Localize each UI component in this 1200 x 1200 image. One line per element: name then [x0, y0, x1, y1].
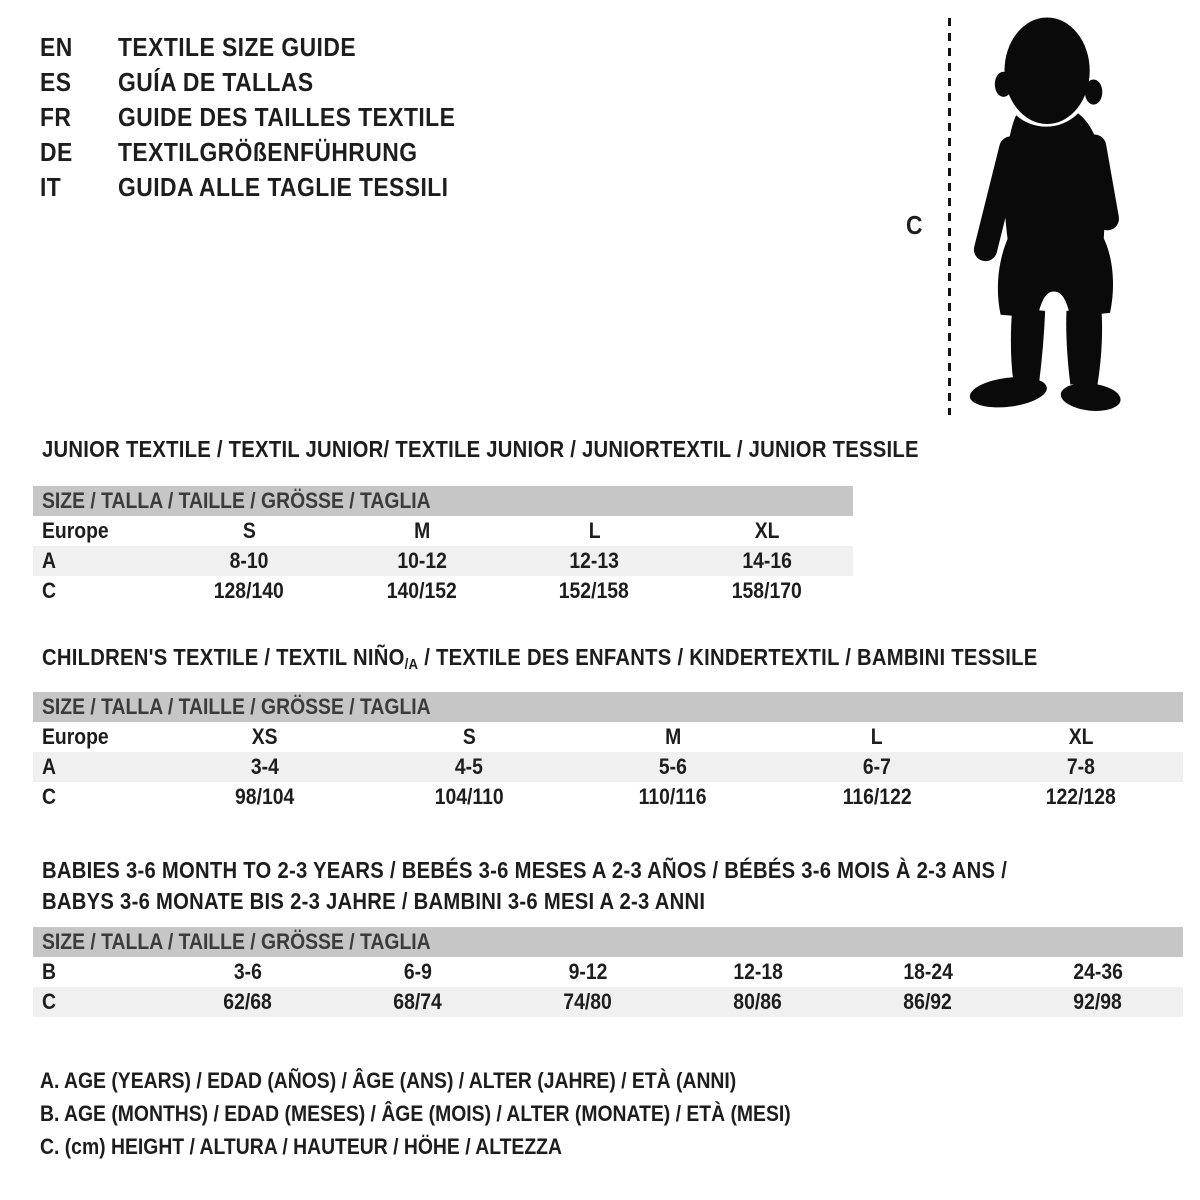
size-header-row: SIZE / TALLA / TAILLE / GRÖSSE / TAGLIA [33, 486, 853, 516]
height-cell: 122/128 [1046, 784, 1116, 809]
row-label: C [42, 989, 56, 1014]
language-title-list [40, 30, 501, 205]
guide-title-it: GUIDA ALLE TAGLIE TESSILI [118, 172, 449, 202]
language-row-fr [40, 100, 501, 135]
age-cell: 18-24 [903, 959, 953, 984]
size-cell: S [462, 724, 476, 749]
children-size-table [33, 692, 1183, 812]
language-row-it [40, 170, 501, 205]
language-row-es [40, 65, 501, 100]
table-row-age-years [33, 546, 853, 576]
legend-age-months: B. AGE (MONTHS) / EDAD (MESES) / ÂGE (MOIS) / ALTER (MONATE) / ETÀ (MESI) [40, 1100, 791, 1126]
table-row-height-cm [33, 987, 1183, 1017]
guide-title-en: TEXTILE SIZE GUIDE [118, 32, 357, 62]
age-cell: 4-5 [455, 754, 483, 779]
height-cell: 86/92 [903, 989, 953, 1014]
nino-a-subscript: /A [404, 656, 419, 673]
size-header-row: SIZE / TALLA / TAILLE / GRÖSSE / TAGLIA [33, 692, 1183, 722]
language-row-en [40, 30, 501, 65]
row-label: Europe [42, 518, 109, 543]
row-label: A [42, 548, 56, 573]
height-cell: 110/116 [639, 784, 707, 809]
children-section-title: CHILDREN'S TEXTILE / TEXTIL NIÑO/A / TEXTILE DES ENFANTS / KINDERTEXTIL / BAMBINI TESSILE [42, 644, 1038, 673]
guide-title-de: TEXTILGRÖßENFÜHRUNG [118, 137, 418, 167]
height-cell: 68/74 [393, 989, 443, 1014]
height-cell: 152/158 [559, 578, 630, 603]
table-row-height-cm [33, 782, 1183, 812]
legend-age-years: A. AGE (YEARS) / EDAD (AÑOS) / ÂGE (ANS) / ALTER (JAHRE) / ETÀ (ANNI) [40, 1067, 737, 1093]
age-cell: 6-7 [863, 754, 891, 779]
guide-title-fr: GUIDE DES TAILLES TEXTILE [118, 102, 456, 132]
age-cell: 5-6 [659, 754, 687, 779]
row-label: C [42, 578, 56, 603]
junior-size-table [33, 486, 853, 606]
height-cell: 80/86 [733, 989, 783, 1014]
age-cell: 12-13 [569, 548, 620, 573]
babies-section-title: BABIES 3-6 MONTH TO 2-3 YEARS / BEBÉS 3-6 MESES A 2-3 AÑOS / BÉBÉS 3-6 MOIS À 2-3 ANS / BABYS 3-6 MONATE BIS 2-3 JAHRE / BAMBINI 3-6 MESI A 2-3 ANNI [42, 857, 1008, 914]
size-header-row: SIZE / TALLA / TAILLE / GRÖSSE / TAGLIA [33, 927, 1183, 957]
age-cell: 12-18 [733, 959, 783, 984]
age-cell: 8-10 [229, 548, 269, 573]
height-cell: 74/80 [563, 989, 613, 1014]
measure-legend [40, 1064, 893, 1163]
age-cell: 24-36 [1073, 959, 1123, 984]
height-cell: 140/152 [386, 578, 457, 603]
table-row-europe [33, 722, 1183, 752]
height-measure-label: C [906, 210, 923, 240]
age-cell: 3-4 [251, 754, 279, 779]
size-cell: XL [1068, 724, 1094, 749]
language-code: ES [40, 67, 72, 97]
guide-title-es: GUÍA DE TALLAS [118, 67, 314, 97]
height-cell: 98/104 [235, 784, 295, 809]
language-code: IT [40, 172, 62, 202]
size-cell: M [664, 724, 682, 749]
age-cell: 7-8 [1067, 754, 1095, 779]
table-row-age-years [33, 752, 1183, 782]
row-label: B [42, 959, 56, 984]
height-cell: 128/140 [214, 578, 285, 603]
height-cell: 62/68 [223, 989, 273, 1014]
legend-height-cm: C. (cm) HEIGHT / ALTURA / HAUTEUR / HÖHE / ALTEZZA [40, 1133, 562, 1159]
table-row-europe [33, 516, 853, 546]
age-cell: 3-6 [234, 959, 262, 984]
language-code: FR [40, 102, 72, 132]
age-cell: 14-16 [741, 548, 792, 573]
babies-size-table [33, 927, 1183, 1017]
height-cell: 158/170 [731, 578, 802, 603]
height-cell: 92/98 [1073, 989, 1123, 1014]
height-cell: 104/110 [434, 784, 504, 809]
junior-section-title: JUNIOR TEXTILE / TEXTIL JUNIOR/ TEXTILE JUNIOR / JUNIORTEXTIL / JUNIOR TESSILE [42, 436, 919, 462]
table-row-height-cm [33, 576, 853, 606]
language-code: DE [40, 137, 73, 167]
age-cell: 9-12 [568, 959, 608, 984]
size-cell: XL [754, 518, 780, 543]
size-cell: L [871, 724, 883, 749]
size-cell: XS [252, 724, 278, 749]
age-cell: 6-9 [404, 959, 432, 984]
age-cell: 10-12 [396, 548, 447, 573]
size-cell: S [242, 518, 256, 543]
row-label: Europe [42, 724, 109, 749]
toddler-silhouette-icon [958, 12, 1142, 420]
row-label: A [42, 754, 56, 779]
table-row-age-months [33, 957, 1183, 987]
size-cell: M [413, 518, 430, 543]
row-label: C [42, 784, 56, 809]
height-measure-dashed-line [948, 18, 951, 415]
language-code: EN [40, 32, 73, 62]
language-row-de [40, 135, 501, 170]
height-cell: 116/122 [842, 784, 912, 809]
size-cell: L [588, 518, 601, 543]
